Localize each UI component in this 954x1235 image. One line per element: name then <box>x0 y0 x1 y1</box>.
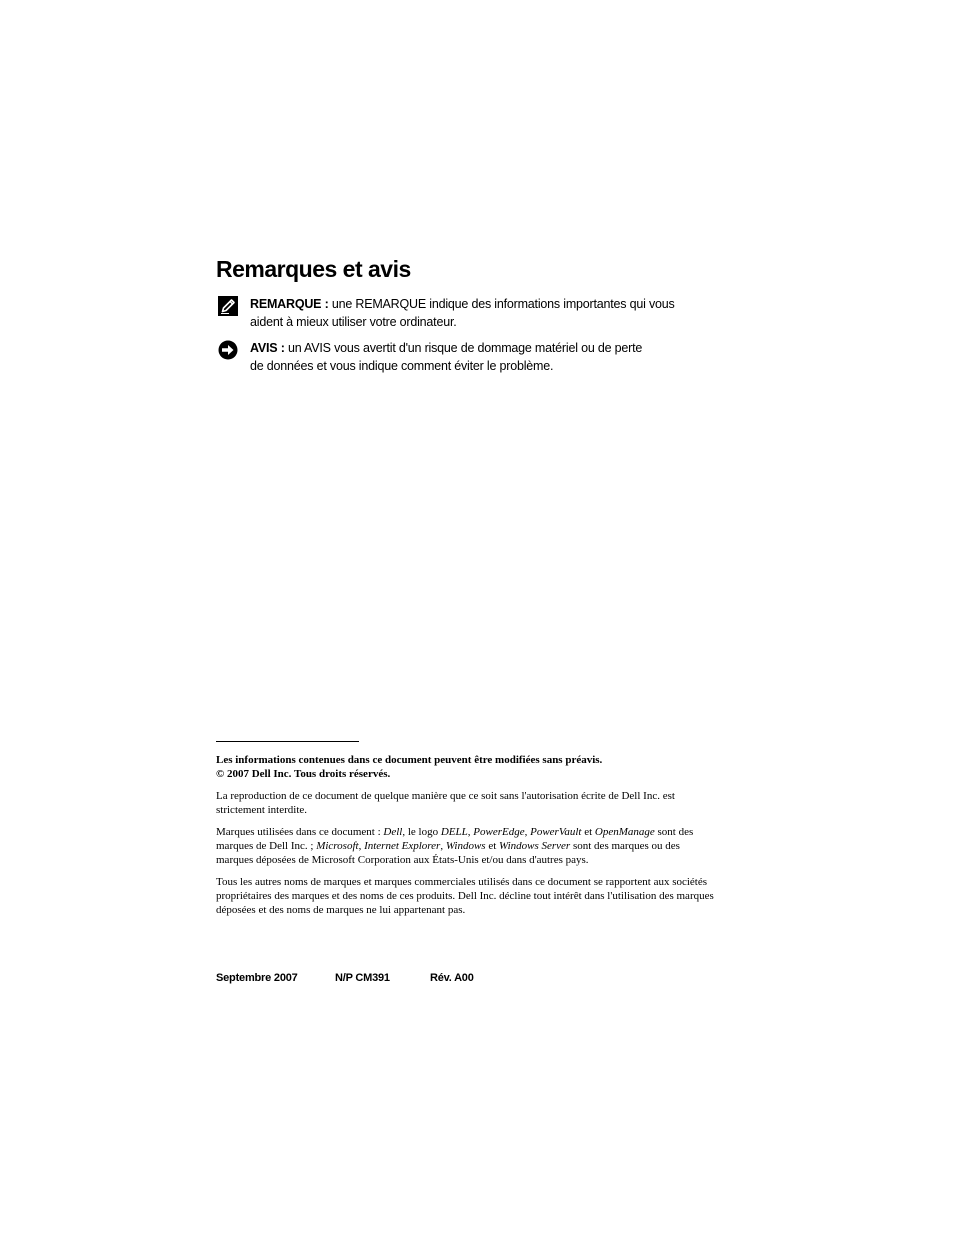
tm-dell-logo: DELL <box>440 826 468 838</box>
tm-text-2: , le logo <box>402 826 441 838</box>
separator-rule <box>216 741 359 742</box>
footer-revision: Rév. A00 <box>430 972 474 984</box>
avis-label: AVIS : <box>250 341 285 355</box>
copyright-line: © 2007 Dell Inc. Tous droits réservés. <box>216 768 391 780</box>
tm-text-7: , <box>358 840 365 852</box>
tm-poweredge: PowerEdge <box>473 826 525 838</box>
note-label: REMARQUE : <box>250 297 329 311</box>
change-notice-line: Les informations contenues dans ce document peuvent être modifiées sans préavis. <box>216 754 603 766</box>
note-notice <box>216 296 696 331</box>
trademarks-notice <box>216 825 716 867</box>
tm-internet-explorer: Internet Explorer <box>364 840 441 852</box>
tm-powervault: PowerVault <box>530 826 582 838</box>
avis-line-1: un AVIS vous avertit d'un risque de dommage matériel ou de perte <box>284 341 643 355</box>
tm-microsoft: Microsoft <box>316 840 359 852</box>
tm-text-8: , <box>440 840 446 852</box>
tm-text-1: Marques utilisées dans ce document : <box>216 826 384 838</box>
tm-text-6: sont des marques de Dell Inc. ; <box>216 826 694 852</box>
other-trademarks-notice: Tous les autres noms de marques et marques commerciales utilisés dans ce document se rapportent aux sociétés propriétaires des marques et des noms de ces produits. Dell Inc. décline tout intérêt dans l'utilisation des marques déposées et des noms de marques ne lui appartenant pas. <box>216 876 714 916</box>
tm-windows: Windows <box>445 840 486 852</box>
tm-text-3: , <box>467 826 474 838</box>
avis-line-2: de données et vous indique comment éviter le problème. <box>250 358 554 373</box>
tm-text-4: , <box>524 826 531 838</box>
arrow-circle-notice-icon <box>218 340 238 360</box>
footer-part-number: N/P CM391 <box>335 972 390 984</box>
legal-notice <box>216 753 716 925</box>
avis-notice <box>216 340 696 375</box>
tm-dell: Dell <box>383 826 403 838</box>
pencil-note-icon <box>218 296 238 316</box>
tm-text-9: et <box>485 840 500 852</box>
avis-text <box>250 340 696 375</box>
note-line-2: aident à mieux utiliser votre ordinateur. <box>250 314 457 329</box>
tm-windows-server: Windows Server <box>499 840 571 852</box>
note-line-1: une REMARQUE indique des informations importantes qui vous <box>328 297 675 311</box>
tm-openmanage: OpenManage <box>594 826 655 838</box>
note-text <box>250 296 696 331</box>
page-title: Remarques et avis <box>216 256 411 282</box>
change-notice <box>216 753 716 781</box>
tm-text-10: sont des marques ou des marques déposées de Microsoft Corporation aux États-Unis et/ou dans d'autres pays. <box>216 840 680 866</box>
footer-date: Septembre 2007 <box>216 972 298 984</box>
tm-text-5: et <box>581 826 595 838</box>
reproduction-notice: La reproduction de ce document de quelque manière que ce soit sans l'autorisation écrite de Dell Inc. est strictement interdite. <box>216 790 675 816</box>
